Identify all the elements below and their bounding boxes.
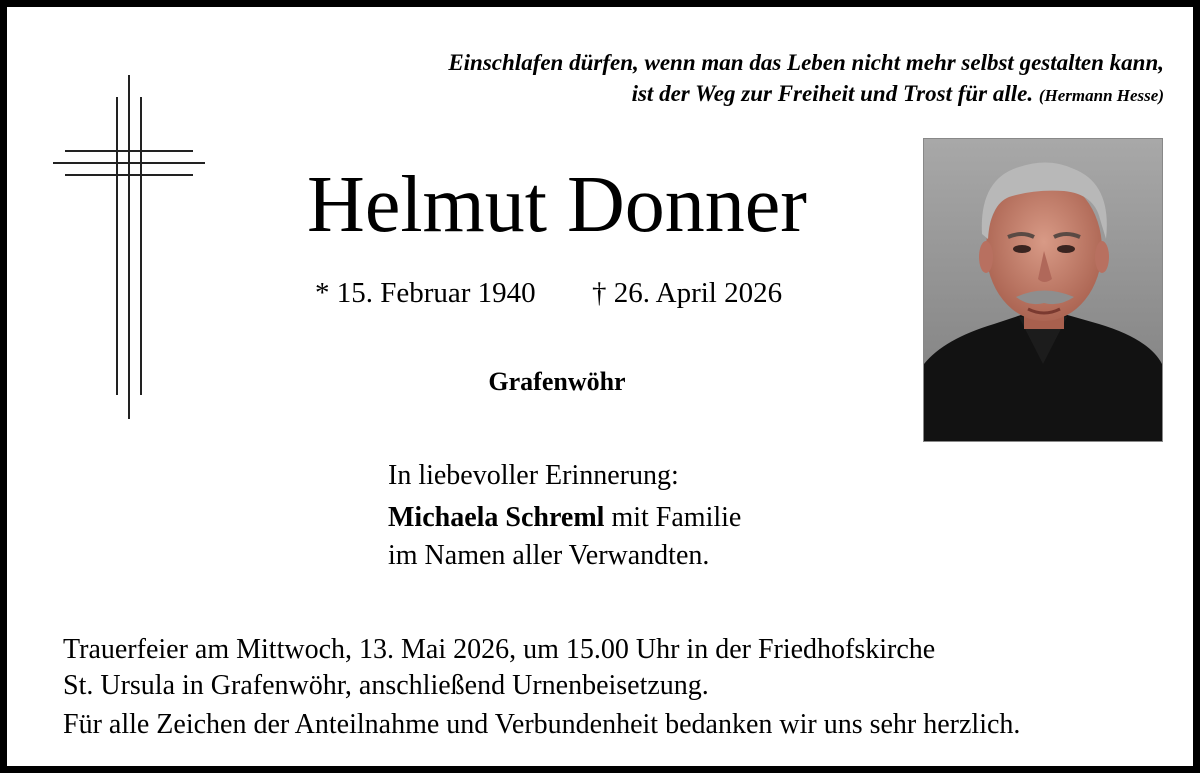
mourner-name: Michaela Schreml: [388, 502, 605, 533]
ceremony-line-2: St. Ursula in Grafenwöhr, anschließend Urnenbeisetzung.: [63, 670, 709, 701]
portrait-photo: [923, 138, 1163, 442]
hometown: Grafenwöhr: [488, 367, 626, 396]
birth-date: * 15. Februar 1940: [315, 277, 536, 309]
ceremony-info: [63, 632, 935, 704]
quote-author: (Hermann Hesse): [1038, 86, 1164, 105]
thanks-note: Für alle Zeichen der Anteilnahme und Verbundenheit bedanken wir uns sehr herzlich.: [63, 709, 1021, 740]
quote-line-2-text: ist der Weg zur Freiheit und Trost für alle.: [631, 81, 1034, 106]
memory-block: [388, 457, 741, 575]
ceremony-line-1: Trauerfeier am Mittwoch, 13. Mai 2026, um 15.00 Uhr in der Friedhofskirche: [63, 634, 936, 665]
memory-intro: In liebevoller Erinnerung:: [388, 460, 679, 491]
death-date: † 26. April 2026: [592, 277, 783, 309]
cross-icon: [51, 73, 207, 421]
quote: [207, 47, 1164, 111]
deceased-name: Helmut Donner: [307, 161, 807, 249]
quote-line-2: [207, 78, 1164, 111]
mourner-suffix: mit Familie: [604, 502, 742, 533]
relatives-line: im Namen aller Verwandten.: [388, 540, 710, 571]
mourner-line: [388, 499, 741, 537]
quote-line-1: Einschlafen dürfen, wenn man das Leben nicht mehr selbst gestalten kann,: [448, 50, 1164, 75]
